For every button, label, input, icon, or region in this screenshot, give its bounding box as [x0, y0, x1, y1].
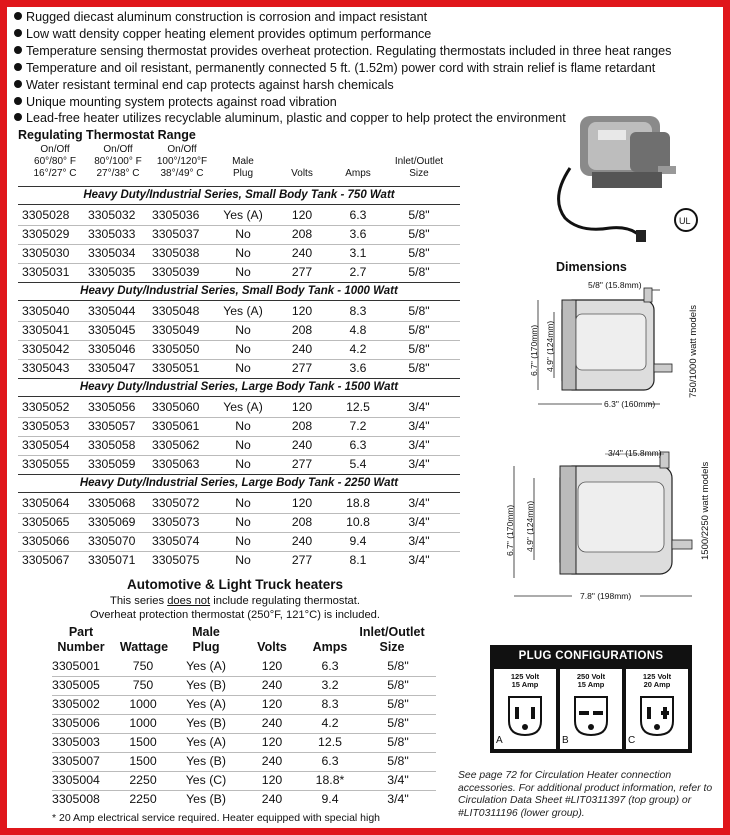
table-cell: 5/8"	[408, 323, 430, 337]
table-cell: 3305061	[152, 419, 200, 433]
table-cell: Yes (B)	[186, 678, 226, 692]
series-header: Heavy Duty/Industrial Series, Small Body Tank - 750 Watt	[18, 186, 460, 205]
table-cell: 240	[291, 534, 313, 548]
table-cell: 3305047	[88, 361, 136, 375]
table-cell: 3305028	[22, 208, 70, 222]
svg-text:UL: UL	[679, 216, 691, 226]
large-width-dim: 7.8" (198mm)	[580, 591, 632, 601]
table-cell: 8.3	[349, 304, 367, 318]
table-cell: 750	[132, 659, 154, 673]
feature-item: Temperature and oil resistant, permanently connected 5 ft. (1.52m) power cord with strain relief is flame retardant	[14, 60, 624, 77]
table-cell: 3305003	[52, 735, 100, 749]
bullet-icon	[14, 46, 22, 54]
table-cell: 208	[291, 323, 313, 337]
table-row	[18, 551, 460, 570]
dimensions-title: Dimensions	[556, 260, 627, 274]
feature-item: Unique mounting system protects against road vibration	[14, 94, 624, 111]
table-cell: 240	[261, 792, 283, 806]
table-cell: 3305053	[22, 419, 70, 433]
table-cell: 8.3	[321, 697, 339, 711]
table-cell: 3305075	[152, 553, 200, 567]
table-row	[18, 417, 460, 437]
col-header-range2: On/Off 80°/100° F 27°/38° C	[94, 144, 142, 179]
feature-item: Lead-free heater utilizes recyclable aluminum, plastic and copper to help protect the environment	[14, 110, 624, 127]
table-cell: 240	[291, 438, 313, 452]
table-cell: 3305042	[22, 342, 70, 356]
table-cell: 3305037	[152, 227, 200, 241]
table-cell: 5/8"	[387, 754, 409, 768]
table-cell: 240	[291, 246, 313, 260]
table-cell: No	[235, 265, 251, 279]
table-cell: 3/4"	[408, 553, 430, 567]
bullet-icon	[14, 29, 22, 37]
thermostat-range-title: Regulating Thermostat Range	[18, 128, 196, 142]
table-cell: 3305048	[152, 304, 200, 318]
feature-list	[14, 9, 672, 127]
table-cell: 3305074	[152, 534, 200, 548]
table-row	[18, 532, 460, 552]
large-inner-height-dim: 4.9" (124mm)	[525, 500, 535, 552]
table-cell: 3305046	[88, 342, 136, 356]
table-cell: 4.2	[321, 716, 339, 730]
table-cell: 277	[291, 361, 313, 375]
plug-config-b: 250 Volt 15 Amp B	[560, 669, 622, 749]
table-cell: 6.3	[349, 438, 367, 452]
auto-header-volts: Volts	[257, 640, 287, 654]
bullet-icon	[14, 12, 22, 20]
table-cell: Yes (A)	[186, 735, 226, 749]
feature-item: Low watt density copper heating element provides optimum performance	[14, 26, 624, 43]
bullet-icon	[14, 113, 22, 121]
col-header-range3: On/Off 100°/120°F 38°/49° C	[156, 144, 208, 179]
table-cell: 120	[261, 735, 283, 749]
table-cell: 3305038	[152, 246, 200, 260]
table-cell: 2250	[129, 792, 157, 806]
table-cell: No	[235, 496, 251, 510]
bullet-icon	[14, 63, 22, 71]
plug-configurations-title: PLUG CONFIGURATIONS	[518, 650, 664, 662]
table-cell: 1500	[129, 735, 157, 749]
table-cell: 12.5	[346, 400, 370, 414]
table-cell: 120	[291, 208, 313, 222]
table-cell: 3/4"	[408, 438, 430, 452]
table-cell: 5/8"	[408, 361, 430, 375]
bullet-icon	[14, 80, 22, 88]
automotive-note-1: This series does not include regulating thermostat.	[110, 595, 360, 607]
table-cell: 1000	[129, 716, 157, 730]
auto-header-size: Inlet/Outlet Size	[359, 625, 425, 654]
table-cell: No	[235, 419, 251, 433]
table-cell: 120	[291, 496, 313, 510]
table-row	[18, 398, 460, 418]
table-cell: 3305057	[88, 419, 136, 433]
feature-item: Water resistant terminal end cap protects against harsh chemicals	[14, 77, 624, 94]
table-cell: 3/4"	[408, 400, 430, 414]
table-row	[18, 513, 460, 533]
plug-a-icon	[503, 693, 547, 739]
small-width-dim: 6.3" (160mm)	[604, 399, 656, 409]
col-header-plug: Male Plug	[232, 156, 254, 179]
table-cell: 3305059	[88, 457, 136, 471]
table-cell: 120	[261, 697, 283, 711]
table-cell: 3/4"	[408, 534, 430, 548]
table-row	[52, 695, 436, 715]
table-cell: 240	[261, 678, 283, 692]
col-header-volts: Volts	[291, 168, 313, 179]
table-cell: 3305032	[88, 208, 136, 222]
table-cell: 3.6	[349, 227, 367, 241]
table-cell: 3305033	[88, 227, 136, 241]
table-cell: 120	[261, 659, 283, 673]
table-cell: 1000	[129, 697, 157, 711]
table-cell: No	[235, 361, 251, 375]
table-row	[18, 359, 460, 378]
col-header-range1: On/Off 60°/80° F 16°/27° C	[33, 144, 77, 179]
table-cell: 6.3	[349, 208, 367, 222]
small-inner-height-dim: 4.9" (124mm)	[545, 320, 555, 372]
table-cell: 4.2	[349, 342, 367, 356]
table-cell: 3/4"	[408, 496, 430, 510]
table-row	[52, 790, 436, 809]
reference-note: See page 72 for Circulation Heater connection accessories. For additional product information, refer to Circulation Data Sheet #LIT0311397 (top group) or #LIT0311196 (lower group).	[458, 770, 713, 819]
large-body-drawing	[500, 448, 700, 613]
table-cell: 7.2	[349, 419, 367, 433]
table-cell: 3305002	[52, 697, 100, 711]
table-cell: 240	[261, 754, 283, 768]
small-body-drawing	[520, 280, 685, 415]
table-cell: 3305054	[22, 438, 70, 452]
table-cell: 3/4"	[387, 773, 409, 787]
table-cell: Yes (B)	[186, 716, 226, 730]
table-cell: 3/4"	[387, 792, 409, 806]
auto-header-wattage: Wattage	[119, 640, 169, 654]
table-cell: 9.4	[349, 534, 367, 548]
table-cell: 3305049	[152, 323, 200, 337]
large-height-dim: 6.7" (170mm)	[505, 504, 515, 556]
table-row	[18, 340, 460, 360]
table-cell: 3305041	[22, 323, 70, 337]
table-cell: No	[235, 534, 251, 548]
table-cell: 3/4"	[408, 515, 430, 529]
plug-c-icon	[635, 693, 679, 739]
table-cell: 3305030	[22, 246, 70, 260]
table-cell: 5/8"	[408, 208, 430, 222]
table-row	[52, 714, 436, 734]
table-cell: 5/8"	[387, 716, 409, 730]
table-cell: 3305052	[22, 400, 70, 414]
table-cell: 3305072	[152, 496, 200, 510]
table-row	[18, 206, 460, 226]
table-cell: No	[235, 515, 251, 529]
table-cell: Yes (A)	[223, 304, 263, 318]
table-cell: 5/8"	[408, 304, 430, 318]
table-cell: 3/4"	[408, 419, 430, 433]
series-header: Heavy Duty/Industrial Series, Large Body Tank - 1500 Watt	[18, 378, 460, 397]
table-cell: 120	[291, 304, 313, 318]
table-cell: Yes (A)	[223, 400, 263, 414]
table-cell: 120	[291, 400, 313, 414]
feature-item: Temperature sensing thermostat provides overheat protection. Regulating thermostats included in three heat ranges	[14, 43, 624, 60]
table-cell: 2.7	[349, 265, 367, 279]
table-cell: 3305066	[22, 534, 70, 548]
table-row	[18, 436, 460, 456]
table-cell: 3305063	[152, 457, 200, 471]
table-cell: 5/8"	[387, 697, 409, 711]
table-cell: 3305036	[152, 208, 200, 222]
table-cell: 3.2	[321, 678, 339, 692]
table-cell: 3305062	[152, 438, 200, 452]
table-cell: No	[235, 457, 251, 471]
table-cell: No	[235, 323, 251, 337]
table-cell: 3305001	[52, 659, 100, 673]
small-height-dim: 6.7" (170mm)	[529, 324, 539, 376]
table-cell: 3305039	[152, 265, 200, 279]
table-cell: 3.1	[349, 246, 367, 260]
table-row	[52, 752, 436, 772]
table-row	[52, 771, 436, 791]
table-cell: No	[235, 227, 251, 241]
table-row	[18, 263, 460, 282]
table-cell: Yes (A)	[223, 208, 263, 222]
table-cell: 2250	[129, 773, 157, 787]
table-row	[18, 494, 460, 514]
plug-b-icon	[569, 693, 613, 739]
table-cell: No	[235, 342, 251, 356]
table-row	[18, 302, 460, 322]
table-cell: Yes (B)	[186, 792, 226, 806]
table-cell: 3305005	[52, 678, 100, 692]
feature-item: Rugged diecast aluminum construction is corrosion and impact resistant	[14, 9, 624, 26]
auto-header-amps: Amps	[312, 640, 348, 654]
table-cell: No	[235, 246, 251, 260]
small-top-dim: 5/8" (15.8mm)	[588, 280, 642, 290]
table-cell: 3305058	[88, 438, 136, 452]
table-cell: 3305008	[52, 792, 100, 806]
table-cell: 4.8	[349, 323, 367, 337]
table-row	[52, 676, 436, 696]
table-cell: 18.8*	[315, 773, 345, 787]
large-models-label: 1500/2250 watt models	[700, 461, 711, 560]
table-cell: 3305051	[152, 361, 200, 375]
table-cell: 10.8	[346, 515, 370, 529]
table-cell: 6.3	[321, 659, 339, 673]
col-header-amps: Amps	[345, 168, 371, 179]
table-cell: 3305050	[152, 342, 200, 356]
table-cell: Yes (A)	[186, 659, 226, 673]
table-cell: 3.6	[349, 361, 367, 375]
table-cell: 120	[261, 773, 283, 787]
table-cell: 3/4"	[408, 457, 430, 471]
table-row	[18, 455, 460, 474]
table-cell: Yes (C)	[185, 773, 227, 787]
table-cell: 3305056	[88, 400, 136, 414]
table-cell: 5/8"	[408, 246, 430, 260]
table-cell: 5.4	[349, 457, 367, 471]
table-cell: 3305029	[22, 227, 70, 241]
table-cell: 3305006	[52, 716, 100, 730]
table-cell: 5/8"	[387, 735, 409, 749]
table-cell: 3305007	[52, 754, 100, 768]
series-header: Heavy Duty/Industrial Series, Large Body Tank - 2250 Watt	[18, 474, 460, 493]
table-cell: 6.3	[321, 754, 339, 768]
table-cell: 240	[291, 342, 313, 356]
table-row	[18, 244, 460, 264]
table-cell: 12.5	[318, 735, 342, 749]
table-cell: 3305070	[88, 534, 136, 548]
table-cell: 3305045	[88, 323, 136, 337]
table-cell: 3305069	[88, 515, 136, 529]
table-cell: 9.4	[321, 792, 339, 806]
automotive-title: Automotive & Light Truck heaters	[126, 577, 344, 592]
table-cell: 3305035	[88, 265, 136, 279]
col-header-size: Inlet/Outlet Size	[394, 156, 444, 179]
table-cell: 3305060	[152, 400, 200, 414]
table-cell: Yes (B)	[186, 754, 226, 768]
table-cell: 3305064	[22, 496, 70, 510]
table-cell: 5/8"	[408, 342, 430, 356]
table-row	[18, 225, 460, 245]
table-cell: 5/8"	[408, 265, 430, 279]
table-cell: 208	[291, 227, 313, 241]
table-cell: 3305031	[22, 265, 70, 279]
table-row	[52, 733, 436, 753]
table-cell: 208	[291, 419, 313, 433]
footnote: * 20 Amp electrical service required. Heater equipped with special high	[52, 812, 381, 824]
plug-config-a: 125 Volt 15 Amp A	[494, 669, 556, 749]
series-header: Heavy Duty/Industrial Series, Small Body Tank - 1000 Watt	[18, 282, 460, 301]
table-cell: Yes (A)	[186, 697, 226, 711]
table-cell: 750	[132, 678, 154, 692]
table-cell: 3305043	[22, 361, 70, 375]
table-cell: 3305040	[22, 304, 70, 318]
large-top-dim: 3/4" (15.8mm)	[608, 448, 662, 458]
plug-config-c: 125 Volt 20 Amp C	[626, 669, 688, 749]
table-cell: 277	[291, 457, 313, 471]
table-cell: 5/8"	[387, 659, 409, 673]
table-cell: 208	[291, 515, 313, 529]
table-cell: 3305004	[52, 773, 100, 787]
table-row	[52, 657, 436, 677]
auto-header-part: Part Number	[57, 625, 105, 654]
table-row	[18, 321, 460, 341]
table-cell: 3305068	[88, 496, 136, 510]
table-cell: 240	[261, 716, 283, 730]
table-cell: 1500	[129, 754, 157, 768]
table-cell: 277	[291, 553, 313, 567]
table-cell: 3305055	[22, 457, 70, 471]
table-cell: 277	[291, 265, 313, 279]
bullet-icon	[14, 97, 22, 105]
plug-configurations	[490, 645, 692, 753]
table-cell: 5/8"	[387, 678, 409, 692]
table-cell: 3305034	[88, 246, 136, 260]
table-cell: 3305071	[88, 553, 136, 567]
table-cell: 3305067	[22, 553, 70, 567]
table-cell: No	[235, 553, 251, 567]
automotive-note-2: Overheat protection thermostat (250°F, 121°C) is included.	[89, 609, 381, 621]
small-models-label: 750/1000 watt models	[688, 305, 699, 398]
table-cell: 3305073	[152, 515, 200, 529]
table-cell: 5/8"	[408, 227, 430, 241]
table-cell: 3305065	[22, 515, 70, 529]
table-cell: 3305044	[88, 304, 136, 318]
table-cell: 18.8	[346, 496, 370, 510]
table-cell: No	[235, 438, 251, 452]
auto-header-plug: Male Plug	[192, 625, 220, 654]
heater-photo	[540, 108, 700, 248]
table-cell: 8.1	[349, 553, 367, 567]
